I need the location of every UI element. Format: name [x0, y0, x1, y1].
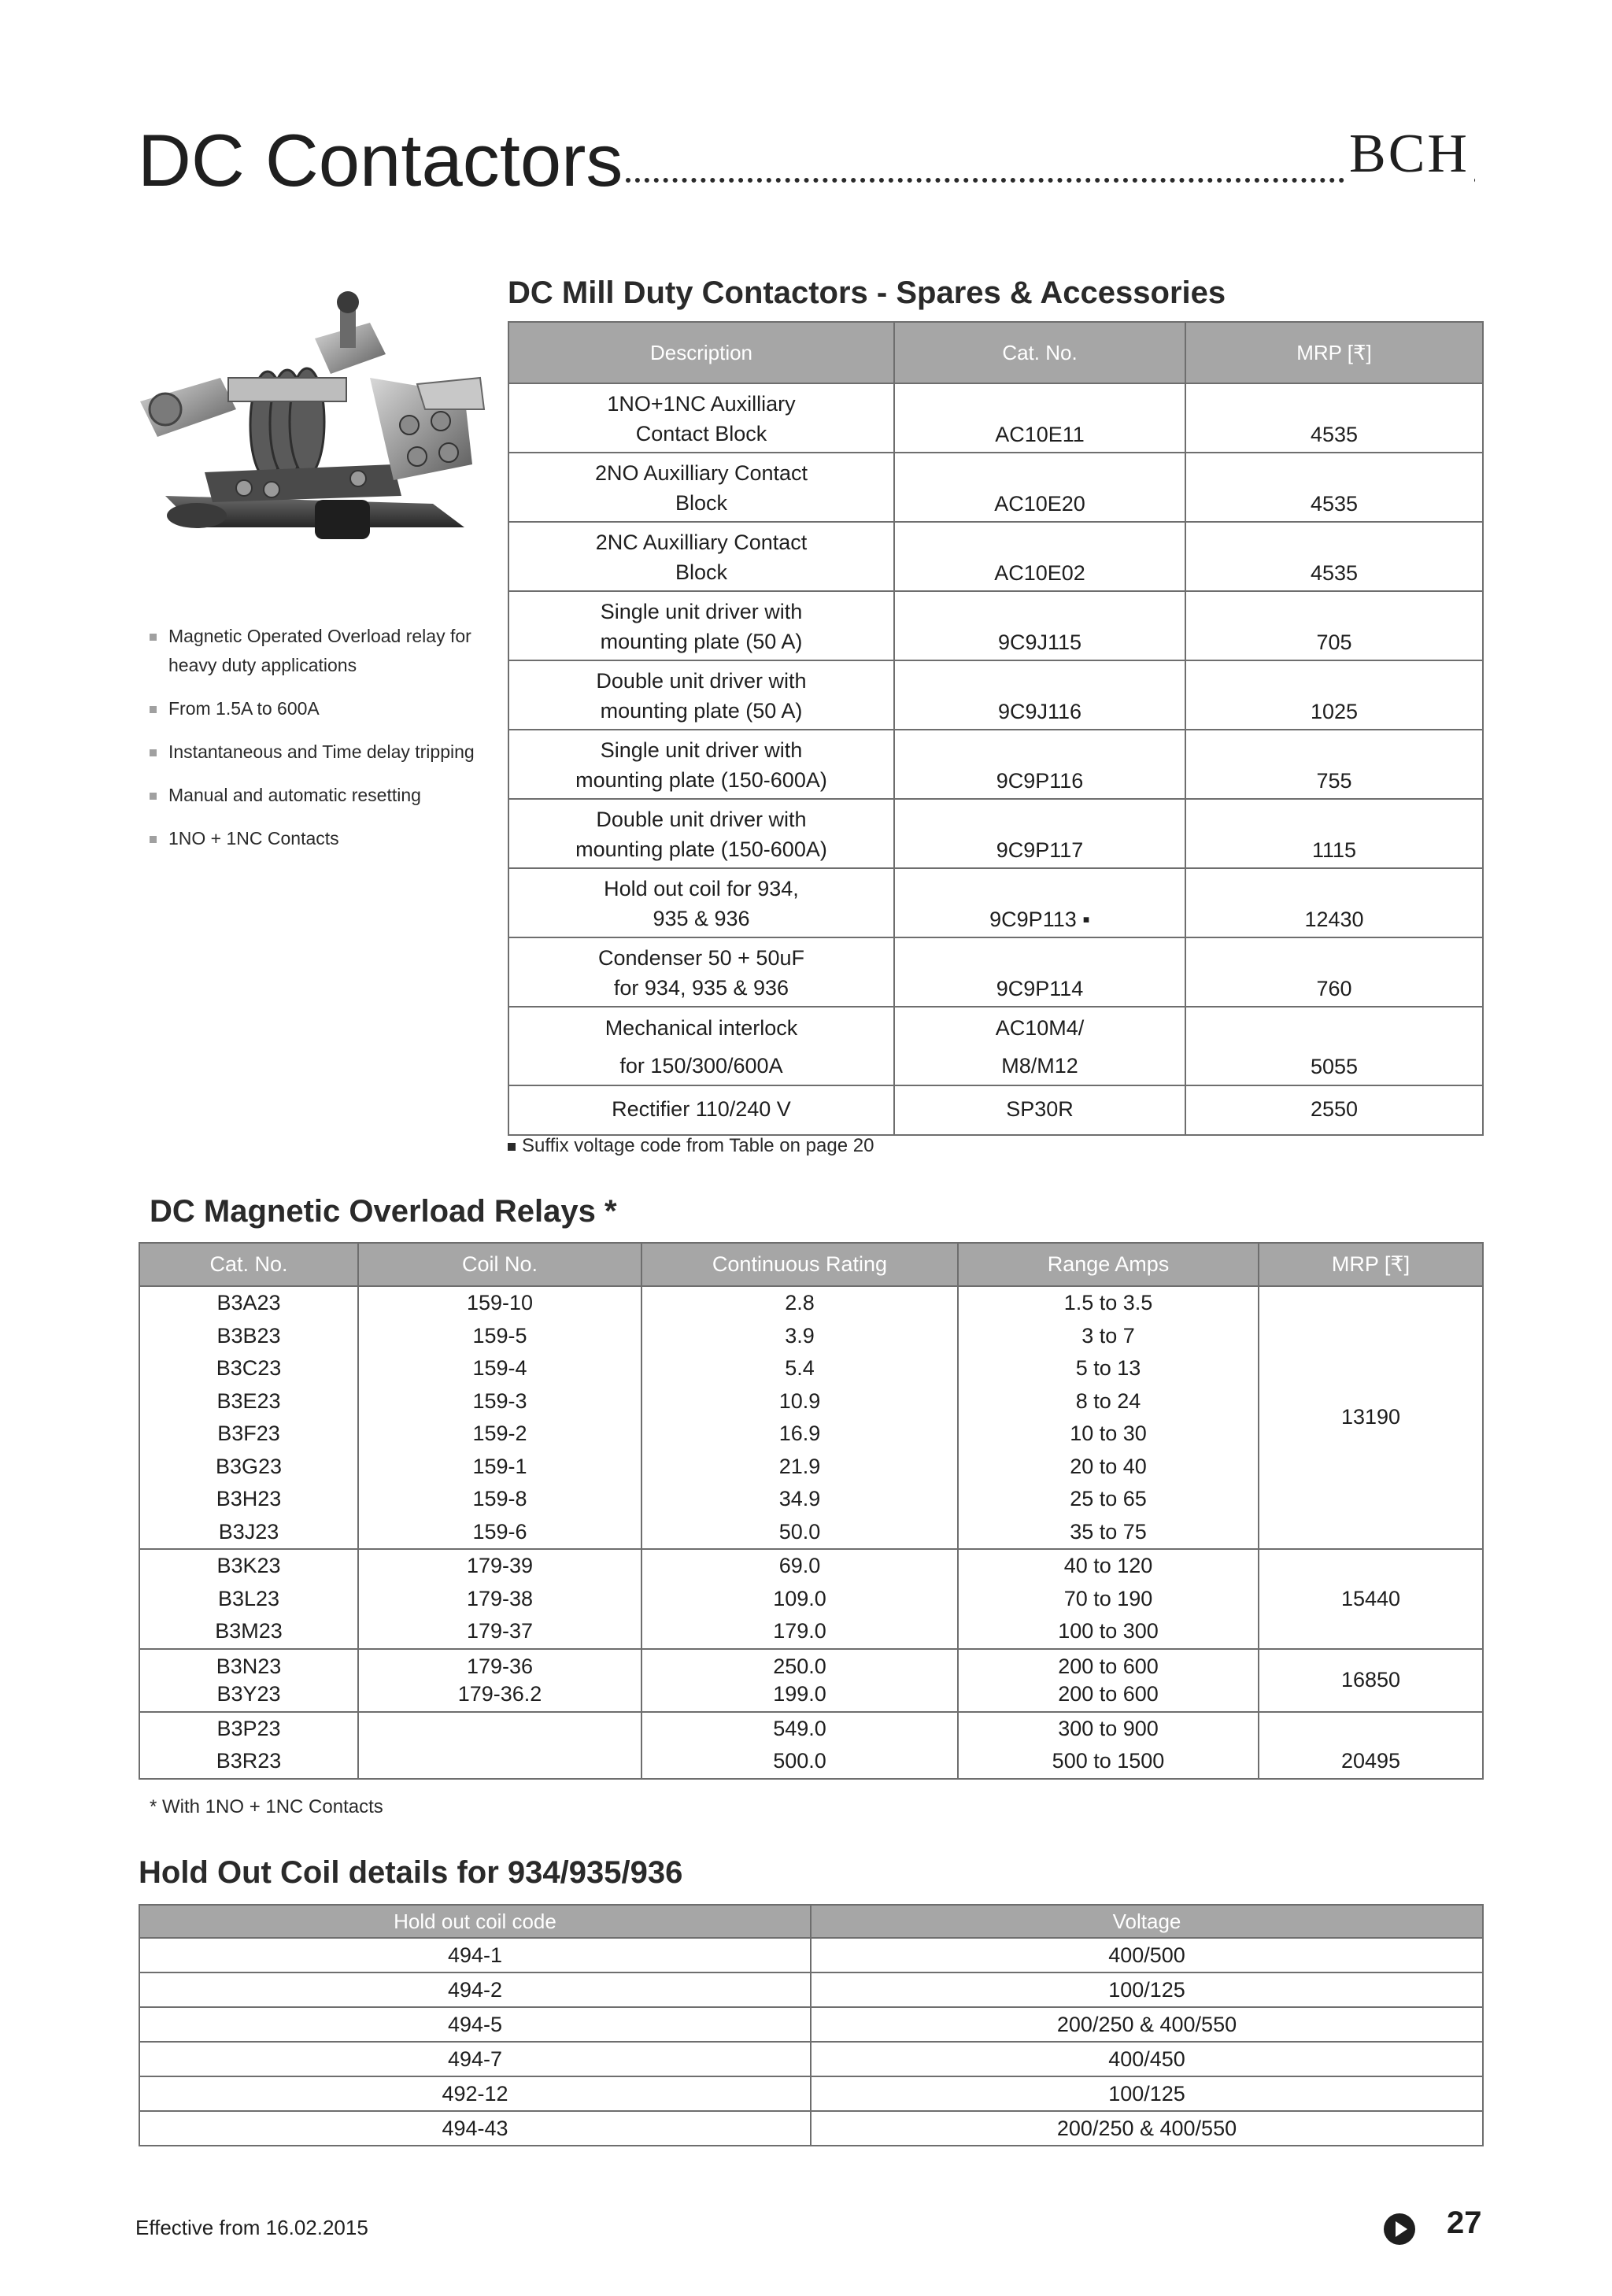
mrp-cell: 12430: [1185, 868, 1483, 937]
spares-table: [508, 321, 1484, 1136]
coil-code-cell: 494-43: [139, 2111, 811, 2146]
voltage-cell: 400/500: [811, 1938, 1483, 1972]
coil-value: 159-1: [472, 1454, 527, 1478]
rating-value: 34.9: [778, 1487, 821, 1510]
relays-footnote: * With 1NO + 1NC Contacts: [150, 1796, 383, 1817]
coil-cell: [358, 1712, 641, 1779]
mrp-cell: 4535: [1185, 453, 1483, 522]
voltage-cell: 100/125: [811, 1972, 1483, 2007]
table-row: [139, 1286, 1483, 1549]
page-number: 27: [1447, 2205, 1482, 2240]
rating-value: 179.0: [773, 1619, 826, 1643]
rating-value: 69.0: [778, 1554, 821, 1577]
description-cell: Single unit driver with mounting plate (50 A): [508, 591, 894, 660]
voltage-cell: 100/125: [811, 2076, 1483, 2111]
coil-value: [359, 1713, 641, 1746]
column-header: Coil No.: [358, 1243, 641, 1286]
range-value: 70 to 190: [1063, 1586, 1153, 1610]
coil-value: 179-36: [466, 1654, 534, 1678]
coil-value: [359, 1745, 641, 1778]
mrp-cell: 4535: [1185, 522, 1483, 591]
range-value: 500 to 1500: [1052, 1749, 1165, 1773]
cat-value: B3E23: [216, 1388, 281, 1413]
table-row: [508, 660, 1483, 730]
description-cell: 2NO Auxilliary Contact Block: [508, 453, 894, 522]
brand-logo: BCH: [1344, 123, 1474, 186]
cat-no-cell: AC10E11: [894, 383, 1185, 453]
range-value: 200 to 600: [1058, 1681, 1159, 1706]
range-cell: [958, 1712, 1259, 1779]
table-row: [508, 937, 1483, 1007]
coil-code-cell: 492-12: [139, 2076, 811, 2111]
range-value: 3 to 7: [1081, 1323, 1135, 1348]
column-header: Hold out coil code: [139, 1905, 811, 1938]
rating-value: 500.0: [773, 1749, 826, 1773]
range-value: 5 to 13: [1075, 1356, 1141, 1380]
mrp-cell: 1025: [1185, 660, 1483, 730]
cat-no-cell: SP30R: [894, 1085, 1185, 1135]
table-row: [139, 1549, 1483, 1649]
relay-group: [139, 1649, 1483, 1712]
rating-value: 3.9: [785, 1323, 815, 1348]
coil-value: 159-8: [472, 1487, 527, 1510]
range-value: 40 to 120: [1063, 1554, 1153, 1577]
range-cell: [958, 1549, 1259, 1649]
coil-value: 159-5: [472, 1323, 527, 1348]
relay-group: [139, 1712, 1483, 1779]
table-row: [508, 453, 1483, 522]
cat-value: B3P23: [216, 1716, 281, 1740]
product-image: [134, 291, 496, 559]
coil-value: 179-37: [466, 1619, 534, 1643]
range-cell: [958, 1649, 1259, 1712]
cat-no-cell: 9C9P114: [894, 937, 1185, 1007]
table-row: [508, 868, 1483, 937]
range-value: 20 to 40: [1070, 1454, 1147, 1478]
description-cell: Double unit driver with mounting plate (50 A): [508, 660, 894, 730]
cat-cell: [139, 1712, 358, 1779]
coil-value: 159-4: [472, 1356, 527, 1380]
rating-value: 16.9: [778, 1422, 821, 1445]
square-bullet-icon: [508, 1143, 516, 1151]
mrp-cell: 13190: [1259, 1286, 1483, 1549]
table-header-row: [508, 322, 1483, 383]
table-row: [139, 1938, 1483, 1972]
coil-code-cell: 494-1: [139, 1938, 811, 1972]
column-header: MRP [₹]: [1259, 1243, 1483, 1286]
rating-cell: [641, 1286, 958, 1549]
feature-item: Manual and automatic resetting: [150, 781, 496, 810]
voltage-cell: 200/250 & 400/550: [811, 2007, 1483, 2042]
cat-value: B3R23: [216, 1749, 282, 1773]
description-cell: 1NO+1NC Auxilliary Contact Block: [508, 383, 894, 453]
rating-value: 21.9: [778, 1454, 821, 1478]
voltage-cell: 200/250 & 400/550: [811, 2111, 1483, 2146]
coil-value: 179-36.2: [457, 1681, 542, 1706]
range-value: 200 to 600: [1058, 1654, 1159, 1678]
coil-cell: [358, 1549, 641, 1649]
cat-no-cell: AC10E20: [894, 453, 1185, 522]
description-cell: Single unit driver with mounting plate (150-600A): [508, 730, 894, 799]
table-header-row: [139, 1243, 1483, 1286]
rating-value: 50.0: [778, 1519, 821, 1544]
range-value: 35 to 75: [1070, 1519, 1147, 1544]
rating-cell: [641, 1649, 958, 1712]
spares-footnote: Suffix voltage code from Table on page 20: [508, 1135, 874, 1157]
coil-value: 159-10: [466, 1291, 534, 1314]
coil-cell: [358, 1649, 641, 1712]
feature-item: From 1.5A to 600A: [150, 694, 496, 723]
cat-no-cell: 9C9P113 ▪: [894, 868, 1185, 937]
column-header: Range Amps: [958, 1243, 1259, 1286]
spares-section-title: DC Mill Duty Contactors - Spares & Accessories: [508, 275, 1226, 310]
table-header-row: [139, 1905, 1483, 1938]
description-cell: Condenser 50 + 50uF for 934, 935 & 936: [508, 937, 894, 1007]
coil-cell: [358, 1286, 641, 1549]
cat-value: B3M23: [215, 1619, 283, 1643]
relay-group: [139, 1549, 1483, 1649]
column-header: Voltage: [811, 1905, 1483, 1938]
range-value: 1.5 to 3.5: [1063, 1291, 1153, 1314]
rating-value: 10.9: [778, 1388, 821, 1413]
mrp-cell: 5055: [1185, 1007, 1483, 1085]
page-title: DC Contactors: [138, 119, 623, 202]
coil-code-cell: 494-2: [139, 1972, 811, 2007]
cat-value: B3A23: [216, 1291, 281, 1314]
cat-no-cell: 9C9J115: [894, 591, 1185, 660]
table-row: [508, 1007, 1483, 1085]
feature-item: Instantaneous and Time delay tripping: [150, 738, 496, 767]
holdout-section-title: Hold Out Coil details for 934/935/936: [139, 1855, 683, 1890]
column-header: Continuous Rating: [641, 1243, 958, 1286]
coil-code-cell: 494-5: [139, 2007, 811, 2042]
mrp-cell: 1115: [1185, 799, 1483, 868]
cat-no-cell: AC10M4/ M8/M12: [894, 1007, 1185, 1085]
cat-value: B3B23: [216, 1323, 281, 1348]
holdout-table: [139, 1904, 1484, 2146]
feature-item: Magnetic Operated Overload relay for heavy duty applications: [150, 622, 496, 680]
coil-value: 159-3: [472, 1388, 527, 1413]
mrp-cell: 4535: [1185, 383, 1483, 453]
mrp-cell: 760: [1185, 937, 1483, 1007]
footer-effective-date: Effective from 16.02.2015: [135, 2216, 368, 2239]
cat-value: B3Y23: [216, 1681, 281, 1706]
table-row: [508, 383, 1483, 453]
cat-value: B3N23: [216, 1654, 282, 1678]
rating-value: 549.0: [773, 1716, 826, 1740]
description-cell: Mechanical interlock for 150/300/600A: [508, 1007, 894, 1085]
range-value: 8 to 24: [1075, 1388, 1141, 1413]
table-row: [139, 2111, 1483, 2146]
cat-value: B3C23: [216, 1356, 282, 1380]
coil-value: 159-6: [472, 1519, 527, 1544]
table-row: [508, 730, 1483, 799]
relays-table: [139, 1242, 1484, 1780]
relays-section-title: DC Magnetic Overload Relays *: [150, 1194, 617, 1229]
mrp-cell: 705: [1185, 591, 1483, 660]
table-row: [139, 1972, 1483, 2007]
rating-value: 5.4: [785, 1356, 815, 1380]
range-value: 10 to 30: [1070, 1422, 1147, 1445]
feature-item: 1NO + 1NC Contacts: [150, 824, 496, 853]
rating-cell: [641, 1712, 958, 1779]
cat-value: B3F23: [217, 1422, 280, 1445]
description-cell: Rectifier 110/240 V: [508, 1085, 894, 1135]
play-circle-icon: [1383, 2213, 1416, 2246]
voltage-cell: 400/450: [811, 2042, 1483, 2076]
description-cell: Hold out coil for 934, 935 & 936: [508, 868, 894, 937]
mrp-cell: 755: [1185, 730, 1483, 799]
coil-value: 179-38: [466, 1586, 534, 1610]
rating-value: 250.0: [773, 1654, 826, 1678]
column-header: MRP [₹]: [1185, 322, 1483, 383]
range-value: 300 to 900: [1058, 1716, 1159, 1740]
cat-cell: [139, 1649, 358, 1712]
table-row: [139, 2007, 1483, 2042]
table-row: [508, 522, 1483, 591]
cat-value: B3H23: [216, 1487, 282, 1510]
column-header: Description: [508, 322, 894, 383]
relay-group: [139, 1286, 1483, 1549]
coil-value: 179-39: [466, 1554, 534, 1577]
table-row: [139, 2042, 1483, 2076]
coil-code-cell: 494-7: [139, 2042, 811, 2076]
mrp-cell: 15440: [1259, 1549, 1483, 1649]
table-row: [508, 799, 1483, 868]
cat-no-cell: 9C9P117: [894, 799, 1185, 868]
rating-value: 199.0: [773, 1681, 826, 1706]
cat-no-cell: 9C9P116: [894, 730, 1185, 799]
table-row: [139, 1712, 1483, 1779]
table-row: [508, 591, 1483, 660]
rating-value: 2.8: [785, 1291, 815, 1314]
range-value: 25 to 65: [1070, 1487, 1147, 1510]
cat-value: B3G23: [215, 1454, 283, 1478]
mrp-cell: 16850: [1259, 1649, 1483, 1712]
cat-no-cell: AC10E02: [894, 522, 1185, 591]
rating-cell: [641, 1549, 958, 1649]
cat-no-cell: 9C9J116: [894, 660, 1185, 730]
table-row: [508, 1085, 1483, 1135]
table-row: [139, 2076, 1483, 2111]
range-value: 100 to 300: [1058, 1619, 1159, 1643]
cat-value: B3K23: [216, 1554, 281, 1577]
rating-value: 109.0: [773, 1586, 826, 1610]
column-header: Cat. No.: [894, 322, 1185, 383]
feature-list: [150, 622, 496, 867]
description-cell: Double unit driver with mounting plate (150-600A): [508, 799, 894, 868]
cat-cell: [139, 1286, 358, 1549]
column-header: Cat. No.: [139, 1243, 358, 1286]
cat-value: B3L23: [217, 1586, 280, 1610]
cat-value: B3J23: [218, 1519, 279, 1544]
table-row: [139, 1649, 1483, 1712]
range-cell: [958, 1286, 1259, 1549]
description-cell: 2NC Auxilliary Contact Block: [508, 522, 894, 591]
coil-value: 159-2: [472, 1422, 527, 1445]
cat-cell: [139, 1549, 358, 1649]
mrp-cell: 20495: [1259, 1712, 1483, 1779]
mrp-cell: 2550: [1185, 1085, 1483, 1135]
